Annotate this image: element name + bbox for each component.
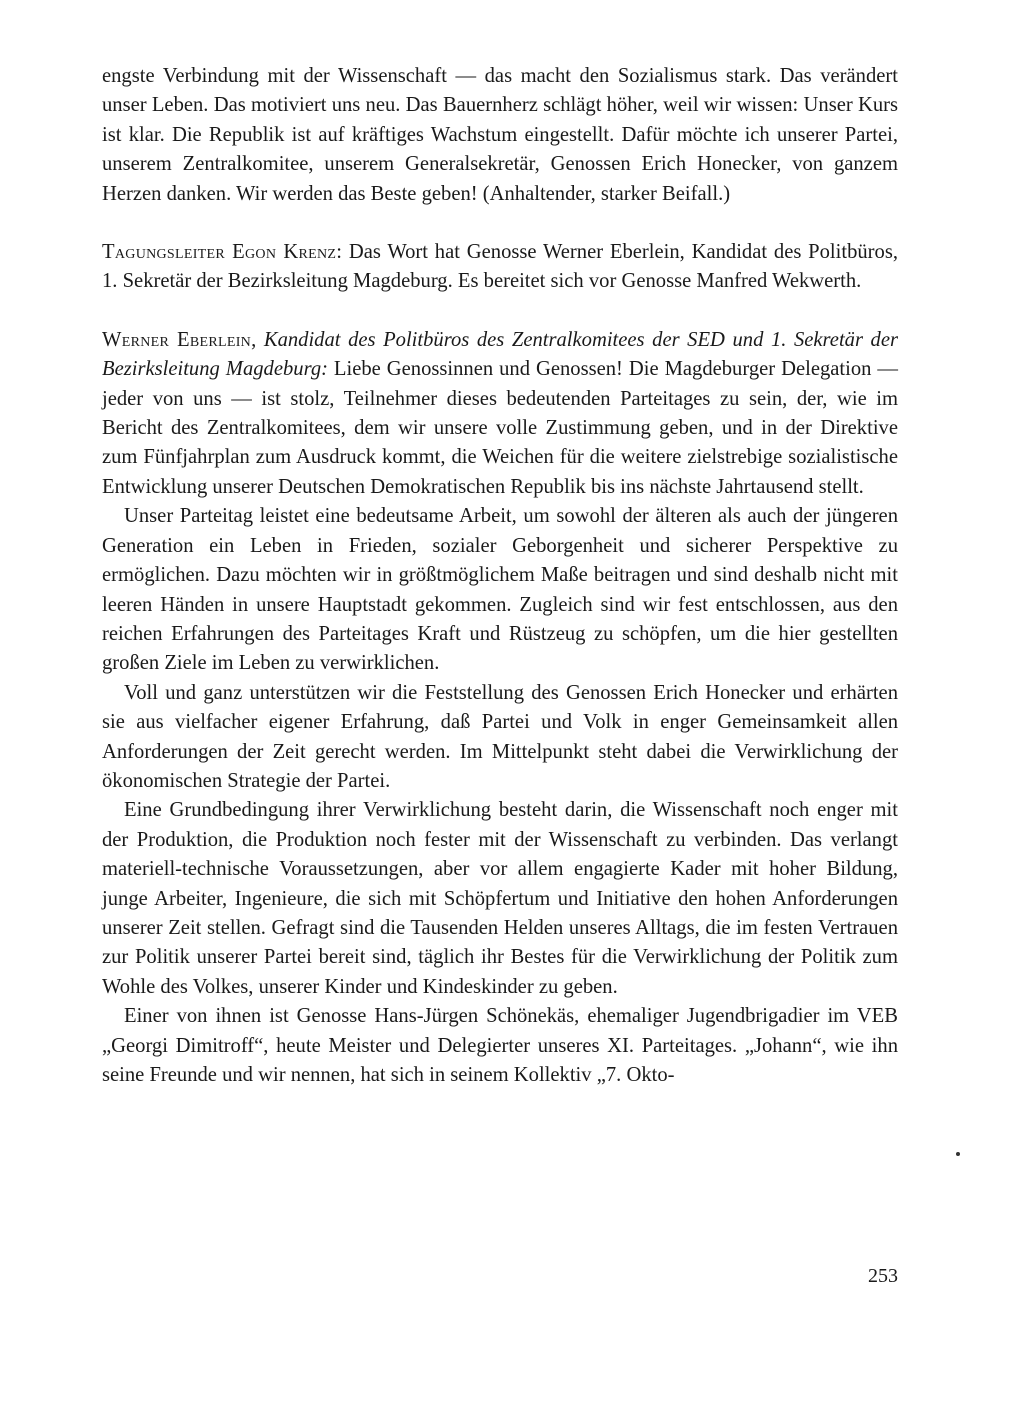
paragraph-text: Voll und ganz unterstützen wir die Feststellung des Genossen Erich Honecker und erhärten sie aus vielfacher eigener Erfahrung, daß Partei und Volk in enger Gemeinsamkeit allen Anforderungen der Zeit gerecht werden. Im Mittelpunkt steht dabei die Verwirklichung der ökonomischen Strategie der Partei. (102, 681, 898, 792)
paragraph-text: Unser Parteitag leistet eine bedeutsame Arbeit, um sowohl der älteren als auch der jüngeren Generation ein Leben in Frieden, sozialer Geborgenheit und sicherer Perspektive zu ermöglichen. Dazu möchten wir in größtmöglichem Maße beitragen und sind deshalb nicht mit leeren Händen in unsere Hauptstadt gekommen. Zugleich sind wir fest entschlossen, aus den reichen Erfahrungen des Parteitages Kraft und Rüstzeug zu schöpfen, um die hier gestellten großen Ziele im Leben zu verwirklichen. (102, 505, 898, 675)
speaker-paragraph-eberlein (102, 326, 898, 502)
paragraph (102, 1002, 898, 1090)
paragraph (102, 679, 898, 797)
speaker-name: Tagungsleiter Egon Krenz (102, 241, 337, 264)
paragraph-continuation (102, 62, 898, 209)
page-body (102, 62, 898, 1090)
speaker-paragraph-krenz (102, 238, 898, 297)
speaker-role: Kandidat des Politbüros des Zentralkomitees der SED und 1. Sekretär der Bezirksleitung Magdeburg: (102, 328, 899, 381)
speaker-name: Werner Eberlein (102, 328, 252, 351)
paragraph-text: Einer von ihnen ist Genosse Hans-Jürgen Schönekäs, ehemaliger Jugendbrigadier im VEB „Georgi Dimitroff“, heute Meister und Delegierter unseres XI. Parteitages. „Johann“, wie ihn seine Freunde und wir nennen, hat sich in seinem Kollektiv „7. Okto- (102, 1005, 898, 1086)
paragraph-text: Liebe Genossinnen und Genossen! Die Magdeburger Delegation — jeder von uns — ist stolz, Teilnehmer dieses bedeutenden Parteitages zu sein, der, wie im Bericht des Zentralkomitees, dem wir unsere volle Zustimmung geben, und in der Direktive zum Fünfjahrplan zum Ausdruck kommt, die Weichen für die weitere zielstrebige sozialistische Entwicklung unserer Deutschen Demokratischen Republik bis ins nächste Jahrtausend stellt. (102, 358, 898, 498)
print-speck (956, 1152, 960, 1156)
page-number: 253 (868, 1265, 898, 1287)
speaker-separator: : (336, 241, 349, 264)
paragraph (102, 502, 898, 678)
paragraph-text: Eine Grundbedingung ihrer Verwirklichung besteht darin, die Wissenschaft noch enger mit der Produktion, die Produktion noch fester mit der Wissenschaft zu verbinden. Das verlangt materiell-technische Voraussetzungen, aber vor allem engagierte Kader mit hoher Bildung, junge Arbeiter, Ingenieure, die sich mit Schöpfertum und Initiative den hohen Anforderungen unserer Zeit stellen. Gefragt sind die Tausenden Helden unseres Alltags, die im festen Vertrauen zur Politik unserer Partei bereit sind, täglich ihr Bestes für die Verwirklichung der Politik zum Wohle des Volkes, unserer Kinder und Kindeskinder zu geben. (102, 799, 898, 998)
paragraph-text: engste Verbindung mit der Wissenschaft — das macht den Sozialismus stark. Das verändert unser Leben. Das motiviert uns neu. Das Bauernherz schlägt höher, weil wir wissen: Unser Kurs ist klar. Die Republik ist auf kräftiges Wachstum eingestellt. Dafür möchte ich unserer Partei, unserem Zentralkomitee, unserem Generalsekretär, Genossen Erich Honecker, von ganzem Herzen danken. Wir werden das Beste geben! (Anhaltender, starker Beifall.) (102, 65, 898, 205)
paragraph (102, 796, 898, 1002)
speaker-separator: , (251, 328, 264, 351)
paragraph-text: Das Wort hat Genosse Werner Eberlein, Kandidat des Politbüros, 1. Sekretär der Bezirksleitung Magdeburg. Es bereitet sich vor Genosse Manfred Wekwerth. (102, 241, 898, 293)
